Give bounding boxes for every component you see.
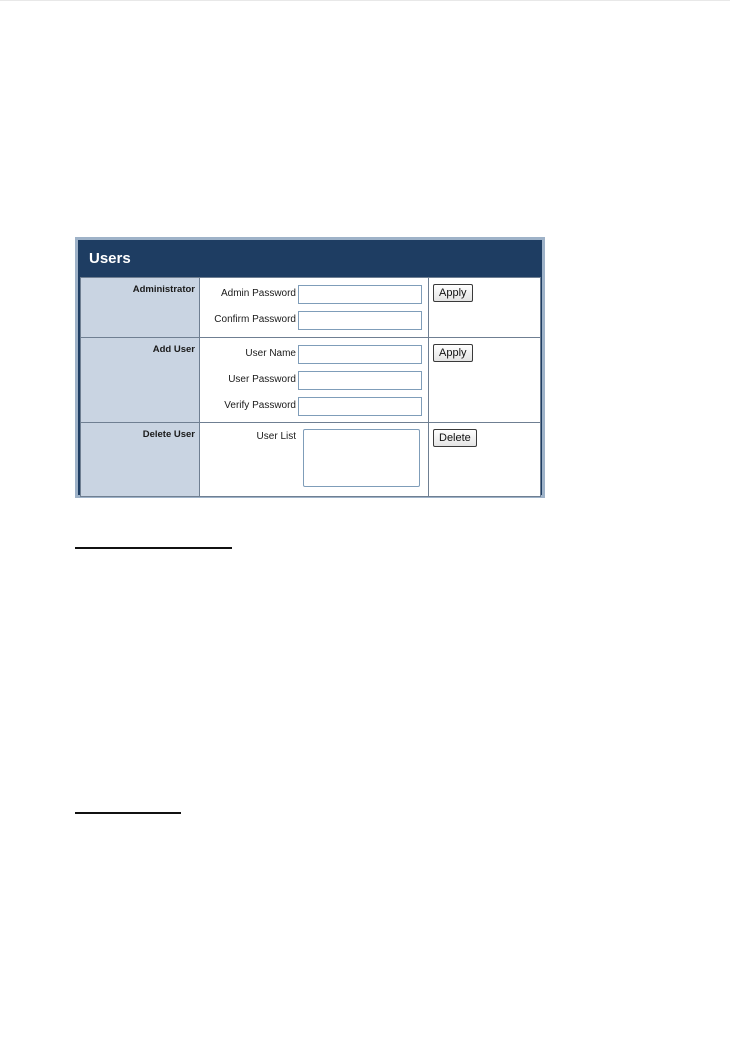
delete-user-label: Delete User bbox=[142, 429, 195, 440]
user-list-box[interactable] bbox=[303, 429, 420, 487]
confirm-password-input[interactable] bbox=[298, 311, 422, 330]
panel-title: Users bbox=[78, 240, 542, 277]
administrator-actions bbox=[429, 278, 541, 338]
user-list-row bbox=[200, 423, 428, 495]
add-user-actions bbox=[429, 338, 541, 423]
verify-password-input[interactable] bbox=[298, 397, 422, 416]
delete-user-actions bbox=[429, 423, 541, 497]
delete-user-row bbox=[81, 423, 541, 497]
users-panel bbox=[75, 237, 545, 498]
confirm-password-row bbox=[200, 304, 428, 330]
user-name-input[interactable] bbox=[298, 345, 422, 364]
users-table bbox=[80, 277, 541, 497]
add-user-label: Add User bbox=[152, 344, 195, 355]
user-name-label: User Name bbox=[245, 348, 296, 359]
user-list-label: User List bbox=[256, 431, 296, 442]
admin-password-label: Admin Password bbox=[220, 288, 296, 299]
verify-password-label: Verify Password bbox=[224, 400, 296, 411]
administrator-row bbox=[81, 278, 541, 338]
administrator-label: Administrator bbox=[132, 284, 195, 295]
delete-user-button[interactable]: Delete bbox=[433, 429, 477, 447]
admin-password-row bbox=[200, 278, 428, 304]
add-user-row bbox=[81, 338, 541, 423]
user-password-label: User Password bbox=[228, 374, 296, 385]
administrator-fields bbox=[200, 278, 429, 338]
delete-user-section-cell bbox=[81, 423, 200, 497]
administrator-section-cell bbox=[81, 278, 200, 338]
add-user-apply-button[interactable]: Apply bbox=[433, 344, 473, 362]
add-user-section-cell bbox=[81, 338, 200, 423]
admin-password-input[interactable] bbox=[298, 285, 422, 304]
add-user-fields bbox=[200, 338, 429, 423]
delete-user-fields bbox=[200, 423, 429, 497]
administrator-apply-button[interactable]: Apply bbox=[433, 284, 473, 302]
page-top-rule bbox=[0, 0, 730, 1]
user-password-row bbox=[200, 364, 428, 390]
verify-password-row bbox=[200, 390, 428, 416]
confirm-password-label: Confirm Password bbox=[214, 314, 296, 325]
section-heading-underline bbox=[75, 547, 232, 549]
user-name-row bbox=[200, 338, 428, 364]
section-heading-underline bbox=[75, 812, 181, 814]
user-password-input[interactable] bbox=[298, 371, 422, 390]
